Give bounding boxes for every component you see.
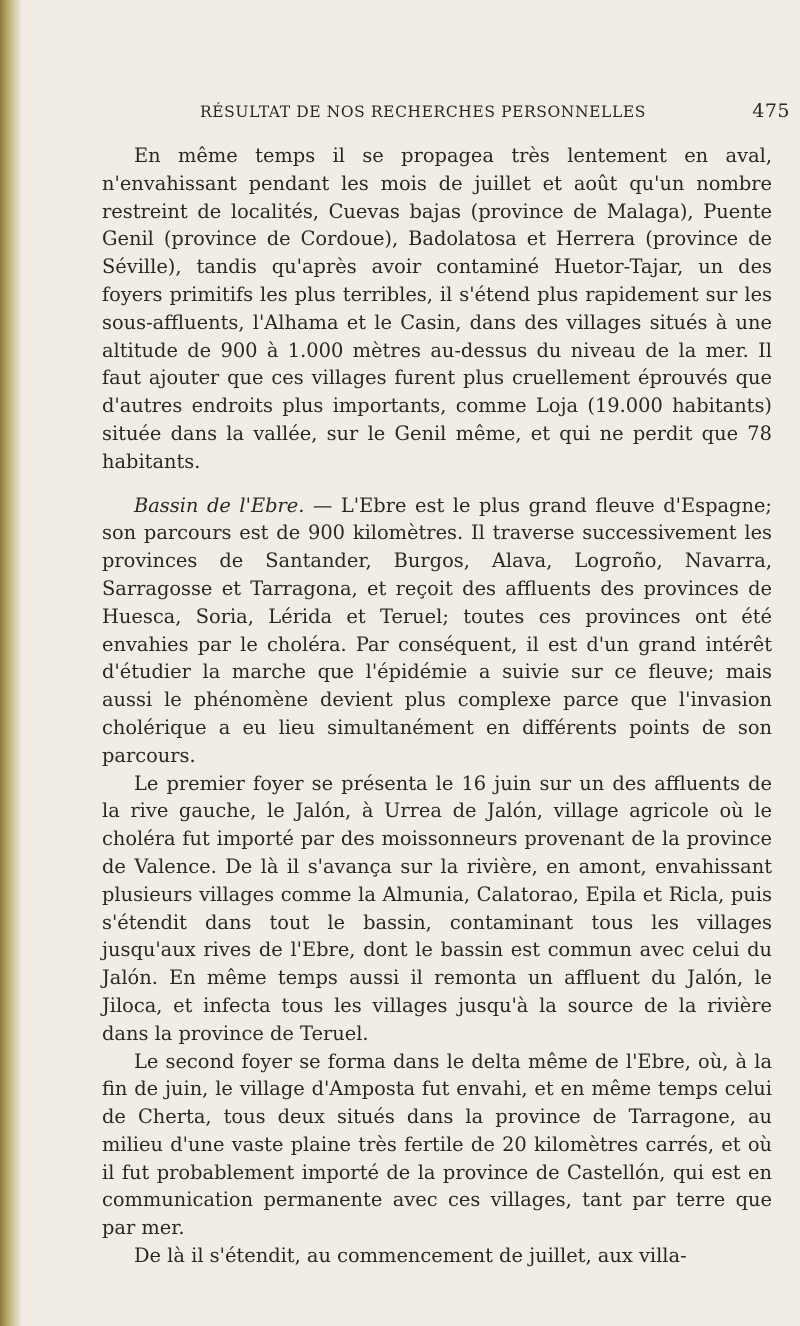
book-page: [30, 0, 800, 1326]
body-text: [102, 142, 772, 1270]
running-head: RÉSULTAT DE NOS RECHERCHES PERSONNELLES: [200, 103, 646, 121]
paragraph-premier-foyer: Le premier foyer se présenta le 16 juin sur un des affluents de la rive gauche, le Jalón, à Urrea de Jalón, village agricole où le choléra fut importé par des moissonneurs provenant de la province de Valence. De là il s'avança sur la rivière, en amont, envahissant plusieurs villages comme la Almunia, Calatorao, Epila et Ricla, puis s'étendit dans tout le bassin, contaminant tous les villages jusqu'aux rives de l'Ebre, dont le bassin est commun avec celui du Jalón. En même temps aussi il remonta un affluent du Jalón, le Jiloca, et infecta tous les villages jusqu'à la source de la rivière dans la province de Teruel.: [102, 771, 772, 1045]
page-edge: [0, 0, 22, 1326]
section-text: — L'Ebre est le plus grand fleuve d'Espagne; son parcours est de 900 kilomètres. Il traverse successivement les provinces de Santander, Burgos, Alava, Logroño, Navarra, Sarragosse et Tarragona, et reçoit des affluents des provinces de Huesca, Soria, Lérida et Teruel; toutes ces provinces ont été envahies par le choléra. Par conséquent, il est d'un grand intérêt d'étudier la marche que l'épidémie a suivie sur ce fleuve; mais aussi le phénomène devient plus complexe parce que l'invasion cholérique a eu lieu simultanément en différents points de son parcours.: [102, 493, 772, 767]
section-title: Bassin de l'Ebre.: [134, 493, 305, 517]
paragraph-continuation: De là il s'étendit, au commencement de juillet, aux villa-: [134, 1244, 687, 1268]
page-number: 475: [752, 100, 790, 122]
paragraph-bassin-ebre: [102, 492, 772, 770]
paragraph-second-foyer: Le second foyer se forma dans le delta même de l'Ebre, où, à la fin de juin, le village d'Amposta fut envahi, et en même temps celui de Cherta, tous deux situés dans la province de Tarragone, au milieu d'une vaste plaine très fertile de 20 kilomètres carrés, et où il fut probablement importé de la province de Castellón, qui est en communication permanente avec ces villages, tant par terre que par mer.: [102, 1049, 772, 1240]
paragraph-aval: En même temps il se propagea très lentement en aval, n'envahissant pendant les mois de juillet et août qu'un nombre restreint de localités, Cuevas bajas (province de Malaga), Puente Genil (province de Cordoue), Badolatosa et Herrera (province de Séville), tandis qu'après avoir contaminé Huetor-Tajar, un des foyers primitifs les plus terribles, il s'étend plus rapidement sur les sous-affluents, l'Alhama et le Casin, dans des villages situés à une altitude de 900 à 1.000 mètres au-dessus du niveau de la mer. Il faut ajouter que ces villages furent plus cruellement éprouvés que d'autres endroits plus importants, comme Loja (19.000 habitants) située dans la vallée, sur le Genil même, et qui ne perdit que 78 habitants.: [102, 144, 772, 473]
page-header: [200, 100, 790, 129]
